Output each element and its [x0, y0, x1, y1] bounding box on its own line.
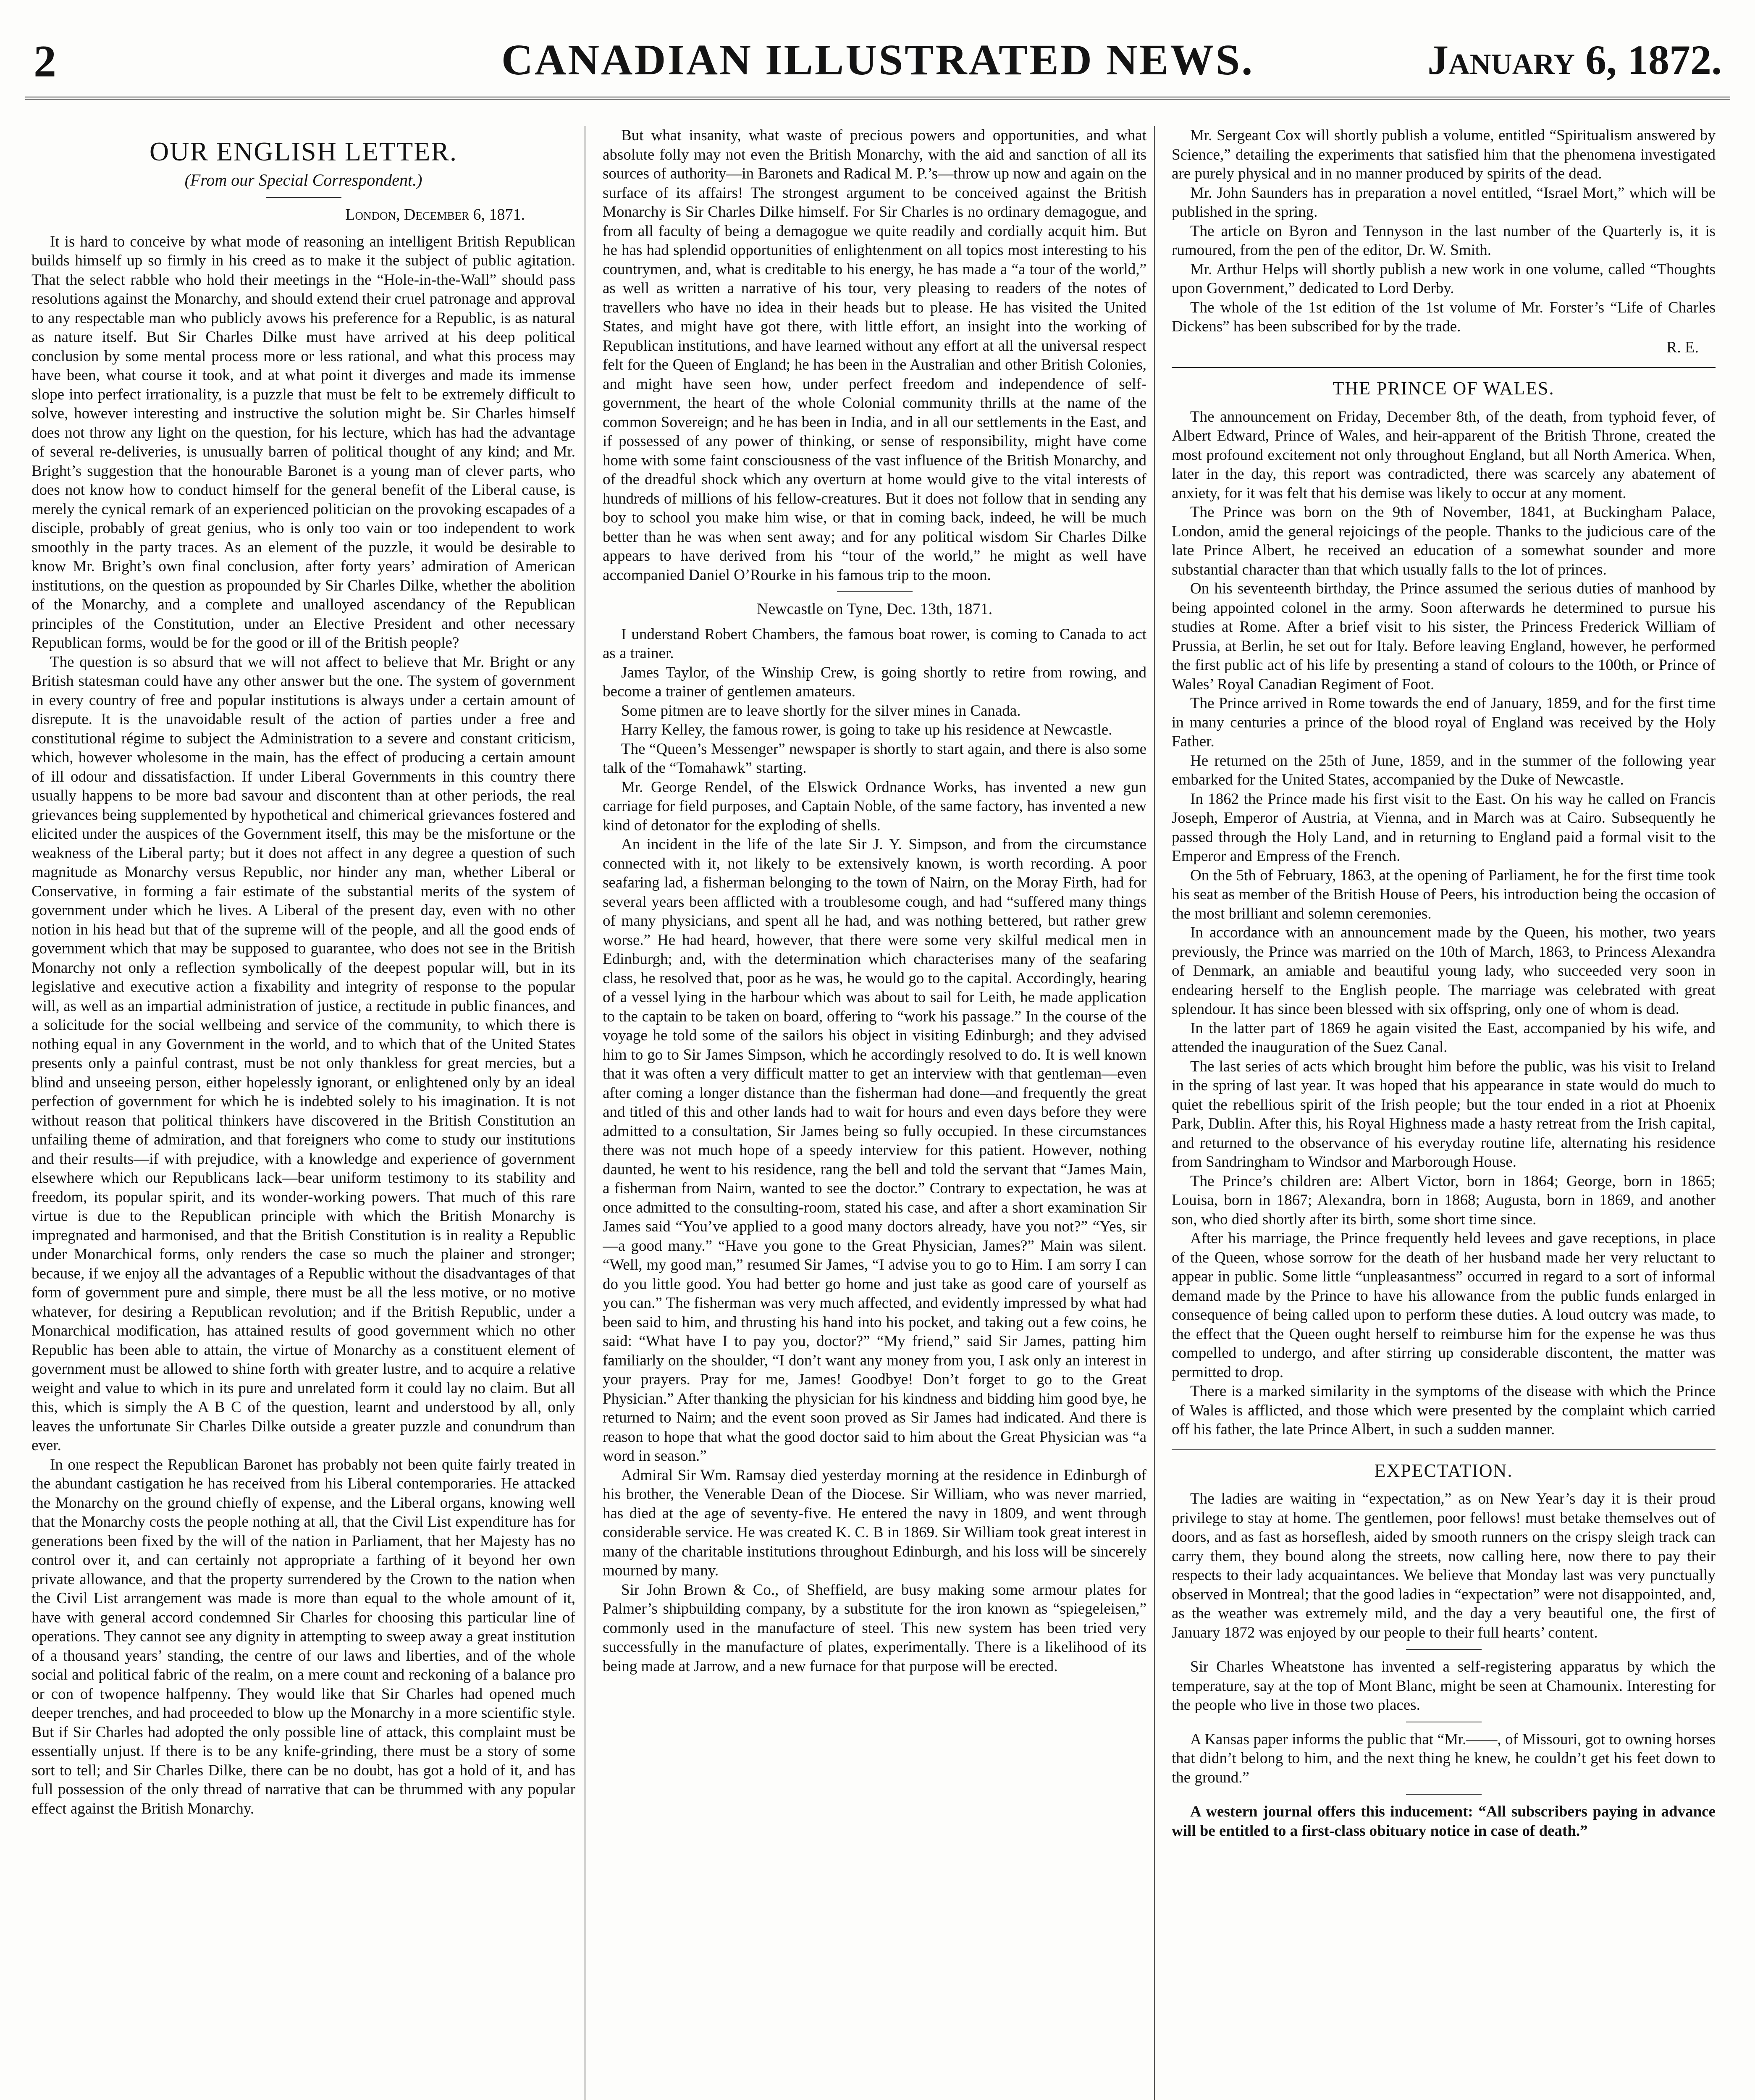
divider	[837, 591, 913, 592]
newcastle-item: Some pitmen are to leave shortly for the silver mines in Canada.	[621, 702, 1021, 719]
page-number: 2	[34, 37, 56, 87]
column-3-body	[1172, 126, 1716, 1840]
note-paragraph: Sir Charles Wheatstone has invented a self-registering apparatus by which the temperature, say at the top of Mont Blanc, might be seen at Chamounix. Interesting for the people who live in those two places.	[1172, 1658, 1716, 1714]
prince-paragraph: The Prince arrived in Rome towards the end of January, 1859, and for the first time in many centuries a prince of the blood royal of England was received by the Holy Father.	[1172, 695, 1716, 750]
newcastle-item: Sir John Brown & Co., of Sheffield, are busy making some armour plates for Palmer’s shipbuilding company, by a substitute for the iron known as “spiegeleisen,” commonly used in the manufacture of steel. This new system has been tried very successfully in the manufacture of plates, experimentally. There is a likelihood of its being made at Jarrow, and a new furnace for that purpose will be erected.	[603, 1581, 1146, 1675]
english-letter-paragraph: It is hard to conceive by what mode of reasoning an intelligent British Republican builds himself up so firmly in his creed as to make it the subject of public agitation. That the select rabble who hold their meetings in the “Hole-in-the-Wall” should pass resolutions against the Monarchy, and should extend their cruel patronage and approval to any respectable man who publicly avows his preference for a Republic, is as natural as nature itself. But Sir Charles Dilke must have arrived at his deep political conclusion by some mental process more or less rational, and what this process may have been, what course it took, and at what point it diverges and made its immense slope into perfect irrationality, is a puzzle that must be felt to be extremely difficult to solve, however interesting and instructive the solution might be. Sir Charles himself does not throw any light on the question, for his lecture, which has had the advantage of several re-deliveries, is unusually barren of political thought of any kind; and Mr. Bright’s suggestion that the honourable Baronet is a young man of clever parts, who does not know how to conduct himself for the general benefit of the Liberal cause, is merely the cynical remark of an experienced politician on the provoking escapades of a disciple, probably of great genius, who is only too vain or too independent to work smoothly in the party traces. As an element of the puzzle, it would be desirable to know Mr. Bright’s own final conclusion, after forty years’ admiration of American institutions, on the question as propounded by Sir Charles Dilke, whether the abolition of the Monarchy, and a complete and unalloyed ascendancy of the Republican principles of the Constitution, under an Elective President and other necessary Republican forms, would be for the good or ill of the British people?	[31, 233, 575, 651]
prince-paragraph: In 1862 the Prince made his first visit to the East. On his way he called on Francis Joseph, Emperor of Austria, at Vienna, and in March was at Cairo. Subsequently he passed through the Holy Land, and in returning to England paid a formal visit to the Emperor and Empress of the French.	[1172, 790, 1716, 865]
english-letter-dateline: London, December 6, 1871.	[345, 206, 525, 223]
prince-paragraph: There is a marked similarity in the symptoms of the disease with which the Prince of Wales is afflicted, and those which were presented by the complaint which carried off his father, the late Prince Albert, in such a sudden manner.	[1172, 1383, 1716, 1438]
divider	[1172, 367, 1716, 368]
newcastle-signature: R. E.	[1666, 338, 1699, 356]
note-paragraph: A western journal offers this inducement: “All subscribers paying in advance will be entitled to a first-class obituary notice in case of death.”	[1172, 1803, 1716, 1840]
prince-paragraph: On the 5th of February, 1863, at the opening of Parliament, he for the first time took his seat as member of the British House of Peers, his introduction being the occasion of the most brilliant and solemn ceremonies.	[1172, 866, 1716, 922]
column-1	[31, 126, 575, 2100]
newspaper-title: CANADIAN ILLUSTRATED NEWS.	[501, 36, 1254, 84]
masthead	[25, 23, 1730, 100]
newcastle-item: The whole of the 1st edition of the 1st volume of Mr. Forster’s “Life of Charles Dickens” has been subscribed for by the trade.	[1172, 299, 1716, 335]
divider	[266, 197, 341, 198]
newcastle-item: Mr. Arthur Helps will shortly publish a new work in one volume, called “Thoughts upon Government,” dedicated to Lord Derby.	[1172, 260, 1716, 297]
expectation-heading: EXPECTATION.	[1374, 1460, 1513, 1481]
newcastle-item: Mr. John Saunders has in preparation a novel entitled, “Israel Mort,” which will be published in the spring.	[1172, 184, 1716, 220]
prince-paragraph: The last series of acts which brought him before the public, was his visit to Ireland in the spring of last year. It was hoped that his appearance in state would do much to quiet the rebellious spirit of the Irish people; but the tour ended in a riot at Phoenix Park, Dublin. After this, his Royal Highness made a hasty retreat from the Irish capital, and returned to the observance of his everyday routine life, alternating his residence from Sandringham to Windsor and Marborough House.	[1172, 1058, 1716, 1171]
prince-paragraph: After his marriage, the Prince frequently held levees and gave receptions, in place of the Queen, whose sorrow for the death of her husband made her very reluctant to appear in public. Some little “unpleasantness” occurred in regard to a sort of informal demand made by the Prince to have his allowance from the public funds enlarged in consequence of being called upon to perform these duties. A loud outcry was made, to the effect that the Queen ought herself to reimburse him for the expense he was thus compelled to undergo, and after stirring up considerable discontent, the matter was permitted to drop.	[1172, 1230, 1716, 1381]
newcastle-item: James Taylor, of the Winship Crew, is going shortly to retire from rowing, and become a trainer of gentlemen amateurs.	[603, 664, 1146, 700]
prince-paragraph: The Prince was born on the 9th of November, 1841, at Buckingham Palace, London, amid the general rejoicings of the people. Thanks to the judicious care of the late Prince Albert, he received an education of a somewhat sounder and more substantial character than that which usually falls to the lot of princes.	[1172, 504, 1716, 578]
prince-paragraph: In accordance with an announcement made by the Queen, his mother, two years previously, the Prince was married on the 10th of March, 1863, to Princess Alexandra of Denmark, an amiable and beautiful young lady, who succeeded very soon in endearing herself to the English people. The marriage was celebrated with great splendour. It has since been blessed with six offspring, only one of whom is dead.	[1172, 924, 1716, 1018]
newcastle-item: The “Queen’s Messenger” newspaper is shortly to start again, and there is also some talk of the “Tomahawk” starting.	[603, 740, 1146, 777]
newcastle-item: An incident in the life of the late Sir J. Y. Simpson, and from the circumstance connected with it, not likely to be extensively known, is worth recording. A poor seafaring lad, a fisherman belonging to the town of Nairn, on the Moray Firth, had for several years been afflicted with a troublesome cough, and had “suffered many things of many physicians, and spent all he had, and was nothing bettered, but rather grew worse.” He had heard, however, that there were some very skilful medical men in Edinburgh; and, with the determination which characterises many of the seafaring class, he resolved that, poor as he was, he would go to the capital. Accordingly, hearing of a vessel lying in the harbour which was about to sail for Leith, he made application to the captain to be taken on board, offering to “work his passage.” In the course of the voyage he told some of the sailors his object in visiting Edinburgh; and they advised him to go to Sir James Simpson, which he accordingly resolved to do. It is well known that it was often a very difficult matter to get an interview with that gentleman—even after coming a longer distance than the fisherman had done—and frequently the great and titled of this and other lands had to wait for hours and even days before they were admitted to a consultation, Sir James being so fully occupied. In these circumstances there was not much hope of a speedy interview for this patient. However, nothing daunted, he went to his residence, rang the bell and told the servant that “James Main, a fisherman from Nairn, wanted to see the doctor.” Contrary to expectation, he was at once admitted to the consulting-room, stated his case, and after a short examination Sir James said “You’ve applied to a good many doctors already, have you not?” “Yes, sir—a good many.” “Have you gone to the Great Physician, James?” Main was silent. “Well, my good man,” resumed Sir James, “I advise you to go to Him. I am sorry I can do you little good. You had better go home and just take as good care of yourself as you can.” The fisherman was very much affected, and evidently impressed by what had been said to him, and thrusting his hand into his pocket, and taking out a few coins, he said: “What have I to pay you, doctor?” “My friend,” said Sir James, patting him familiarly on the shoulder, “I don’t want any money from you, I ask only an interest in your prayers. Pray for me, James! Goodbye! Don’t forget to go to the Great Physician.” After thanking the physician for his kindness and bidding him good bye, he returned to Nairn; and the event soon proved as Sir James had indicated. And there is reason to hope that what the good doctor said to him about the Great Physician was “a word in season.”	[603, 836, 1146, 1465]
newcastle-dateline: Newcastle on Tyne, Dec. 13th, 1871.	[756, 600, 993, 618]
newcastle-item: The article on Byron and Tennyson in the last number of the Quarterly is, it is rumoured, from the pen of the editor, Dr. W. Smith.	[1172, 222, 1716, 259]
column-2	[603, 126, 1146, 2100]
newcastle-item: Harry Kelley, the famous rower, is going to take up his residence at Newcastle.	[621, 721, 1112, 738]
newcastle-item: Mr. George Rendel, of the Elswick Ordnance Works, has invented a new gun carriage for field purposes, and Captain Noble, of the same factory, has invented a new kind of detonator for the exploding of shells.	[603, 778, 1146, 834]
column-3	[1172, 126, 1716, 2100]
english-letter-body	[31, 232, 575, 1819]
prince-paragraph: On his seventeenth birthday, the Prince assumed the serious duties of manhood by being appointed colonel in the army. Soon afterwards he determined to pursue his studies at Rome. After a brief visit to his sister, the Princess Frederick William of Prussia, at Berlin, he set out for Italy. Before leaving England, however, he performed the first public act of his life by presenting a stand of colours to the 100th, or Prince of Wales’ Royal Canadian Regiment of Foot.	[1172, 580, 1716, 693]
column-2-body	[603, 126, 1146, 1676]
expectation-paragraph: The ladies are waiting in “expectation,” as on New Year’s day it is their proud privilege to stay at home. The gentlemen, poor fellows! must betake themselves out of doors, and as fast as horseflesh, aided by smooth runners on the crispy sleigh track can carry them, they bound along the streets, now calling here, now there to pay their respects to their lady acquaintances. We believe that Monday last was very punctually observed in Montreal; that the good ladies in “expectation” were not disappointed, and, as the weather was extremely mild, and the day a very beautiful one, the first of January 1872 was enjoyed by our people to their full hearts’ content.	[1172, 1490, 1716, 1641]
newcastle-item: Admiral Sir Wm. Ramsay died yesterday morning at the residence in Edinburgh of his brother, the Venerable Dean of the Diocese. Sir William, who was never married, has died at the age of seventy-five. He entered the navy in 1809, and went through considerable service. He was created K. C. B in 1869. Sir William took great interest in many of the charitable institutions throughout Edinburgh, and his loss will be sincerely mourned by many.	[603, 1466, 1146, 1579]
newcastle-item: I understand Robert Chambers, the famous boat rower, is coming to Canada to act as a trainer.	[603, 625, 1146, 662]
divider	[1406, 1794, 1482, 1795]
english-letter-heading: OUR ENGLISH LETTER.	[149, 136, 458, 166]
newcastle-item: Mr. Sergeant Cox will shortly publish a volume, entitled “Spiritualism answered by Science,” detailing the experiments that satisfied him that the phenomena investigated are purely physical and in no manner produced by spirits of the dead.	[1172, 127, 1716, 182]
prince-paragraph: He returned on the 25th of June, 1859, and in the summer of the following year embarked for the United States, accompanied by the Duke of Newcastle.	[1172, 752, 1716, 788]
english-letter-paragraph: The question is so absurd that we will not affect to believe that Mr. Bright or any British statesman could have any other answer but the one. The system of government in every country of free and popular institutions is always under a certain amount of disrepute. It is the unavoidable result of the action of parties under a free and constitutional régime to subject the Administration to a severe and constant criticism, which, however wholesome in the main, has the effect of producing a certain amount of ill odour and dissatisfaction. If under Liberal Governments in this country there usually happens to be more bad savour and discontent than at other periods, the real grievances being supplemented by hypothetical and chimerical grievances fostered and elicited under the auspices of the Government itself, this may be the misfortune or the weakness of the Liberal party; but it does not affect in any degree a question of such magnitude as Monarchy versus Republic, nor hinder any man, whether Liberal or Conservative, in forming a fair estimate of the substantial merits of the system of government under which he lives. A Liberal of the present day, even with no other notion in his head but that of the supreme will of the people, and all the good ends of government which that may be supposed to guarantee, who does not see in the British Monarchy not only a reflection symbolically of the deepest popular will, but in its legislative and executive action a fixability and integrity of response to the popular will, as well as an impartial administration of justice, a rectitude in public finances, and a solicitude for the social wellbeing and service of the community, to which there is nothing equal in any Government in the world, and to which that of the United States presents only a painful contrast, must be not only thankless for great mercies, but a blind and unseeing person, either hopelessly ignorant, or enlightened only by an ideal perfection of government for which he is indebted solely to his imagination. It is not without reason that political thinkers have discovered in the British Constitution an unfailing theme of admiration, and that foreigners who come to study our institutions and their results—if with prejudice, with a knowledge and experience of government elsewhere which our Republicans lack—bear uniform testimony to its stability and freedom, its popular spirit, and its wonder-working powers. That much of this rare virtue is due to the Republican principle with which the British Monarchy is impregnated and harmonised, and that the British Constitution is in reality a Republic under Monarchical forms, only renders the case so much the plainer and stronger; because, if we enjoy all the advantages of a Republic without the disadvantages of that form of government pure and simple, there must be all the less motive, or no motive whatever, for desiring a Republican revolution; and if the British Republic, under a Monarchical modification, has attained results of good government which no other Republic has been able to attain, the virtue of Monarchy as a constituent element of government must be allowed to shine forth with greater lustre, and to acquire a relative weight and value to which in its pure and unrelated form it could lay no claim. But all this, which is simply the A B C of the question, learnt and understood by all, only leaves the unfortunate Sir Charles Dilke outside a greater puzzle and conundrum than ever.	[31, 653, 575, 1454]
prince-paragraph: The Prince’s children are: Albert Victor, born in 1864; George, born in 1865; Louisa, born in 1867; Alexandra, born in 1868; Augusta, born in 1869, and another son, who died shortly after its birth, some short time since.	[1172, 1172, 1716, 1228]
note-paragraph: A Kansas paper informs the public that “Mr.——, of Missouri, got to owning horses that didn’t belong to him, and the next thing he knew, he couldn’t get his feet down to the ground.”	[1172, 1730, 1716, 1786]
prince-paragraph: In the latter part of 1869 he again visited the East, accompanied by his wife, and attended the inauguration of the Suez Canal.	[1172, 1019, 1716, 1056]
issue-date: January 6, 1872.	[1427, 37, 1722, 83]
divider	[1406, 1649, 1482, 1650]
english-letter-byline: (From our Special Correspondent.)	[184, 170, 422, 189]
prince-heading: THE PRINCE OF WALES.	[1333, 378, 1555, 399]
divider	[1172, 1449, 1716, 1450]
column-rule	[1154, 126, 1155, 2100]
english-letter-paragraph: In one respect the Republican Baronet has probably not been quite fairly treated in the abundant castigation he has received from his Liberal contemporaries. He attacked the Monarchy on the ground chiefly of expense, and the Liberal organs, knowing well that the Monarchy costs the people nothing at all, that the Civil List expenditure has for generations been fixed by the will of the nation in Parliament, that her Majesty has no control over it, and can certainly not appropriate a farthing of it beyond her own private allowance, and that the property surrendered by the Crown to the nation when the Civil List arrangement was made is more than equal to the whole amount of it, have with general accord condemned Sir Charles for choosing this particular line of operations. They cannot see any dignity in attempting to sweep away a great institution of a thousand years’ standing, the centre of our laws and liberties, and of the whole social and political fabric of the realm, on a mere count and reckoning of a balance pro or con of twopence halfpenny. They would like that Sir Charles had opened much deeper trenches, and had proceeded to blow up the Monarchy in a more scientific style. But if Sir Charles had adopted the only possible line of attack, this complaint must be essentially unjust. If there is to be any knife-grinding, there must be a story of some sort to tell; and Sir Charles Dilke, there can be no doubt, has got a hold of it, and has full possession of the only thread of narrative that can be thrummed with any popular effect against the British Monarchy.	[31, 1456, 575, 1817]
english-letter-paragraph: But what insanity, what waste of precious powers and opportunities, and what absolute folly may not even the British Monarchy, with the aid and sanction of all its sources of authority—in Baronets and Radical M. P.’s—throw up now and again on the surface of its affairs! The strongest argument to be conceived against the British Monarchy is Sir Charles Dilke himself. For Sir Charles is no ordinary demagogue, and from all faculty of being a demagogue we quite readily and cordially acquit him. But he has had splendid opportunities of enlightenment on all topics most interesting to his countrymen, and, what is creditable to his energy, he has made a “a tour of the world,” as well as written a narrative of his tour, very pleasing to readers of the notes of travellers who have no idea in their heads but to please. He has visited the United States, and might have got there, with little effort, an insight into the working of Republican institutions, and have learned without any effort at all the universal respect felt for the Queen of England; he has been in the Australian and other British Colonies, and might have seen how, under perfect freedom and independence of self-government, the heart of the whole Colonial community thrills at the name of the common Sovereign; and he has been in India, and in all our settlements in the East, and if possessed of any power of thinking, or sense of responsibility, might have come home with some faint consciousness of the vast influence of the British Monarchy, and of the dreadful shock which any overturn at home would give to the vital interests of hundreds of millions of his fellow-creatures. But it does not follow that in sending any boy to school you make him wise, or that in coming back, indeed, he will be much better than he was when sent away; and for any political wisdom Sir Charles Dilke appears to have derived from his “tour of the world,” he might as well have accompanied Daniel O’Rourke in his famous trip to the moon.	[603, 127, 1146, 584]
prince-paragraph: The announcement on Friday, December 8th, of the death, from typhoid fever, of Albert Edward, Prince of Wales, and heir-apparent of the British Throne, created the most profound excitement not only throughout England, but all North America. When, later in the day, this report was contradicted, there was scarcely any abatement of anxiety, for it was felt that his demise was likely to occur at any moment.	[1172, 408, 1716, 502]
